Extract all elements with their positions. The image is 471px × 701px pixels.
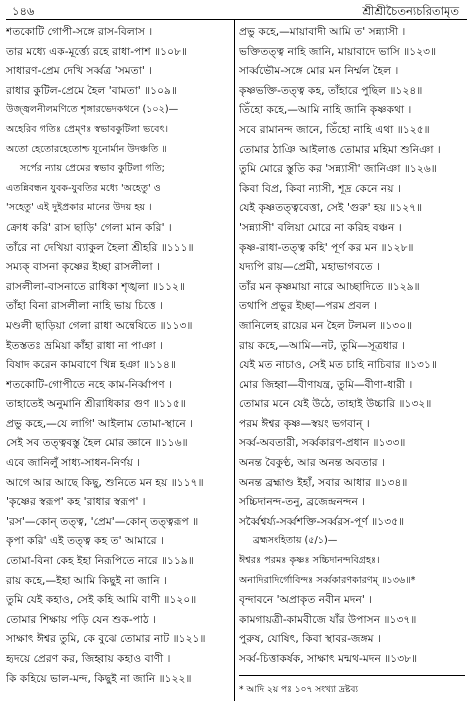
verse-line: তুমি মোরে স্তুতি কর 'সন্ন্যাসী' জানিঞা ॥১২৬॥ [239, 162, 437, 176]
verse-line: সাক্ষাৎ ঈশ্বর তুমি, কে বুঝে তোমার নাট ॥১২১॥ [6, 632, 206, 646]
sanskrit-line: অনাদিরাদির্গোবিন্দঃ সর্ব্বকারণকারণম্ ॥১৩৬॥* [239, 574, 416, 586]
sanskrit-line: ঈশ্বরঃ পরমঃ কৃষ্ণঃ সচ্চিদানন্দবিগ্রহঃ। [239, 555, 380, 567]
verse-line: ক্রোধ করি' রাস ছাড়ি' গেলা মান করি' । [6, 220, 172, 234]
verse-line: কামগায়ত্রী-কামবীজে যাঁর উপাসন ॥১৩৭॥ [239, 612, 417, 626]
verse-line: তোমার ঠাঞি আইলাঙ তোমার মহিমা শুনিঞা । [239, 142, 441, 156]
verse-line: তোমা-বিনা কেহ ইহা নিরূপিতে নারে ॥১১৯॥ [6, 554, 194, 568]
citation-line: উজ্জ্বলনীলমণিতে শৃঙ্গারভেদকথনে (১০২)— [6, 104, 179, 116]
verse-line: তথাপি প্রভুর ইচ্ছা—পরম প্রবল । [239, 299, 378, 313]
verse-line: রাধার কুটিল-প্রেমে হৈল 'বামতা' ॥১০৯॥ [6, 83, 178, 97]
footnote-rule [239, 669, 465, 676]
verse-line: কৃপা করি' এই তত্ত্ব কহ ত' আমারে । [6, 534, 164, 548]
translation-line: সর্পের ন্যায় প্রেমের স্বভাব কুটিলা গতি; [20, 163, 165, 175]
verse-line: অনন্ত ব্রহ্মাণ্ড ইহাঁ, সবার আধার ॥১৩৪॥ [239, 475, 408, 489]
verse-line: তোমার শিক্ষায় পড়ি যেন শুক-পাঠ । [6, 612, 157, 626]
verse-line: কৃষ্ণভক্তি-তত্ত্ব কহ, তাঁহারে পুছিল ॥১২৪॥ [239, 83, 423, 97]
verse-line: যেই কৃষ্ণতত্ত্ববেত্তা, সেই 'গুরু' হয় ॥১২৭॥ [239, 201, 423, 215]
verse-line: 'কৃষ্ণের স্বরূপ' কহ 'রাধার স্বরূপ' । [6, 495, 146, 509]
verse-line: সর্ব্বৈশ্বর্য্য-সর্ব্বশক্তি-সর্ব্বরস-পূর্ণ ॥১৩৫॥ [239, 514, 405, 528]
verse-line: তুমি যেই কহাও, সেই কহি আমি বাণী ॥১২০॥ [6, 593, 197, 607]
verse-line: যেই মত নাচাও, সেই মত চাহি নাচিবার ॥১৩১॥ [239, 358, 437, 372]
verse-line: কিবা বিপ্র, কিবা ন্যাসী, শূদ্র কেনে নয় । [239, 181, 401, 195]
verse-line: তাঁর মন কৃষ্ণমায়া নারে আচ্ছাদিতে ॥১২৯॥ [239, 279, 420, 293]
translation-line: 'সহেতু' এই দুইপ্রকার মানের উদয় হয় । [6, 202, 152, 214]
right-column [239, 22, 465, 698]
verse-line: মোর জিহ্বা—বীণাযন্ত্র, তুমি—বীণা-ধারী । [239, 377, 413, 391]
verse-line: তার মধ্যে এক-মূর্ত্ত্যে রহে রাধা-পাশ ॥১০৮॥ [6, 44, 188, 58]
verse-line: তোমার মনে যেই উঠে, তাহাই উচ্চারি ॥১৩২॥ [239, 397, 432, 411]
verse-line: সার্ব্বভৌম-সঙ্গে মোর মন নির্ম্মল হৈল । [239, 64, 399, 78]
verse-line: জানিলেহ রায়ের মন হৈল টলমল ॥১৩০॥ [239, 318, 413, 332]
verse-line: তিঁহো কহে,—আমি নাহি জানি কৃষ্ণকথা । [239, 103, 412, 117]
verse-line: সর্ব্ব-চিত্তাকর্ষক, সাক্ষাৎ মন্মথ-মদন ॥১৩৮॥ [239, 652, 418, 665]
verse-line: সম্যক্ বাসনা কৃষ্ণের ইচ্ছা রাসলীলা । [6, 260, 160, 274]
verse-line: যদ্যপি রায়—প্রেমী, মহাভাগবতে । [239, 260, 380, 274]
book-title: শ্রীশ্রীচৈতন্যচরিতামৃত [362, 4, 459, 18]
footnote: * আদি ২য় পঃ ১০৭ সংখ্যা দ্রষ্টব্য [239, 684, 359, 695]
verse-line: কৃষ্ণ-রাধা-তত্ত্ব কহি' পূর্ণ কর মন ॥১২৮॥ [239, 240, 414, 254]
sanskrit-line: অতো হেতোরহেতোশ্চ যূনোর্মান উদঞ্চতি ॥ [6, 143, 167, 155]
verse-line: সর্ব্ব-অবতারী, সর্ব্বকারণ-প্রধান ॥১৩৩॥ [239, 436, 406, 450]
verse-line: সচ্চিদানন্দ-তনু, ব্রজেন্দ্রনন্দন । [239, 495, 366, 509]
page-number: ১৪৬ [12, 4, 35, 18]
verse-line: হৃদয়ে প্রেরণ কর, জিহ্বায় কহাও বাণী । [6, 652, 171, 665]
verse-line: শতকোটি-গোপীতে নহে কাম-নির্ব্বাপণ । [6, 377, 172, 391]
page-header [6, 2, 467, 20]
sanskrit-line: অহেরিব গতিঃ প্রেম্ণঃ স্বভাবকুটিলা ভবেৎ। [6, 123, 169, 135]
verse-line: রায় কহে,—ইহা আমি কিছুই না জানি । [6, 573, 167, 587]
verse-line: বিষাদ করেন কামবাণে খিন্ন হঞা ॥১১৪॥ [6, 358, 177, 372]
verse-line: 'সন্ন্যাসী' বলিয়া মোরে না করিহ বঞ্চন । [239, 220, 402, 234]
verse-line: প্রভু কহে,—যে লাগি' আইলাম তোমা-স্থানে । [6, 416, 193, 430]
verse-line: তাঁহা বিনা রাসলীলা নাহি ভায় চিত্তে । [6, 299, 163, 313]
column-divider [234, 20, 235, 701]
verse-line: তাহাতেই অনুমানি শ্রীরাধিকার গুণ ॥১১৫॥ [6, 397, 186, 411]
verse-line: কি কহিয়ে ভাল-মন্দ, কিছুই না জানি ॥১২২॥ [6, 671, 192, 685]
left-column [6, 22, 232, 688]
verse-line: অনন্ত বৈকুণ্ঠ, আর অনন্ত অবতার । [239, 456, 385, 470]
verse-line: আগে আর আছে কিছু, শুনিতে মন হয় ॥১১৭॥ [6, 475, 204, 489]
verse-line: ভক্তিতত্ত্ব নাহি জানি, মায়াবাদে ভাসি ॥১২৩॥ [239, 44, 437, 58]
translation-line: এতন্নিবন্ধন যুবক-যুবতির মধ্যে 'অহেতু' ও [6, 182, 161, 194]
verse-line: বৃন্দাবনে 'অপ্রাকৃত নবীন মদন' । [239, 593, 373, 607]
verse-line: মণ্ডলী ছাড়িয়া গেলা রাধা অন্বেষিতে ॥১১৩॥ [6, 318, 193, 332]
verse-line: এবে জানিলুঁ সাধ্য-সাধন-নির্ণয় । [6, 456, 141, 470]
verse-line: পুরুষ, যোষিৎ, কিবা স্থাবর-জঙ্গম । [239, 632, 381, 646]
verse-line: রাসলীলা-বাসনাতে রাধিকা শৃঙ্খলা ॥১১২॥ [6, 279, 186, 293]
verse-line: প্রভু কহে,—মায়াবাদী আমি ত' সন্ন্যাসী । [239, 25, 406, 38]
verse-line: তাঁরে না দেখিয়া ব্যাকুল হৈলা শ্রীহরি ॥১১১॥ [6, 240, 194, 254]
verse-line: পরম ঈশ্বর কৃষ্ণ—স্বয়ং ভগবান্ । [239, 416, 370, 430]
verse-line: ইতস্ততঃ ভ্রমিয়া কাঁহা রাধা না পাঞা । [6, 338, 163, 352]
verse-line: রায় কহে,—আমি—নট, তুমি—সূত্রধার । [239, 338, 406, 352]
verse-line: শতকোটি গোপী-সঙ্গে রাস-বিলাস । [6, 25, 153, 38]
verse-line: সেই সব তত্ত্ববস্তু হৈল মোর জ্ঞানে ॥১১৬॥ [6, 436, 188, 450]
verse-line: সাধারণ-প্রেম দেখি সর্ব্বত্র 'সমতা' । [6, 64, 152, 78]
verse-line: সবে রামানন্দ জানে, তিঁহো নাহি এথা ॥১২৫॥ [239, 122, 430, 136]
verse-line: 'রস'—কোন্ তত্ত্ব, 'প্রেম'—কোন্ তত্ত্বরূপ ॥ [6, 514, 199, 528]
citation-line: ব্রহ্মসংহিতায় (৫/১)— [253, 535, 338, 547]
